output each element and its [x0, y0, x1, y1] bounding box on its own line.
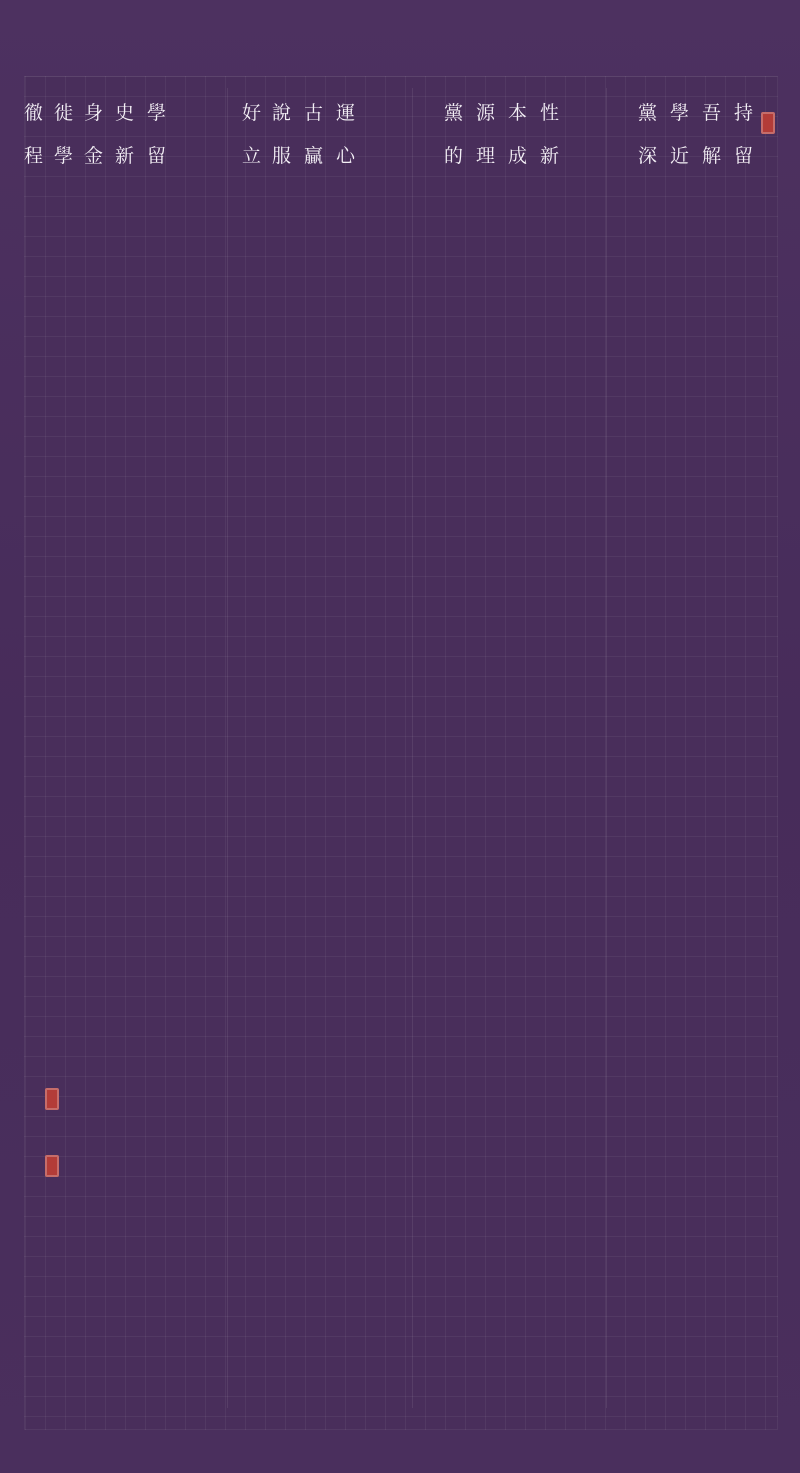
panel-2-column-3: 說服 [272, 102, 292, 167]
panel-2-column-2: 古贏 [304, 102, 324, 167]
panel-1-column-5: 徹程 [24, 102, 44, 167]
panel-3-column-1: 性新 [540, 102, 560, 167]
panel-divider [606, 88, 607, 1408]
panel-divider [412, 88, 413, 1408]
panel-1-column-3: 身金 [84, 102, 104, 167]
panel-4-column-1: 持留 [734, 102, 754, 167]
panel-4-column-2: 吾解 [702, 102, 722, 167]
panel-3-column-4: 黨的 [444, 102, 464, 167]
panel-3-column-2: 本成 [508, 102, 528, 167]
seal-stamp [45, 1088, 59, 1110]
seal-stamp [45, 1155, 59, 1177]
panel-3-column-3: 源理 [476, 102, 496, 167]
panel-divider [227, 88, 228, 1408]
panel-2-column-4: 好立 [242, 102, 262, 167]
calligraphy-paper [24, 76, 778, 1430]
panel-4-column-3: 學近 [670, 102, 690, 167]
panel-4-column-4: 黨深 [638, 102, 658, 167]
panel-2-column-1: 運心 [336, 102, 356, 167]
panel-1-column-2: 史新 [115, 102, 135, 167]
panel-1-column-1: 學留 [147, 102, 167, 167]
panel-1-column-4: 徙學 [54, 102, 74, 167]
